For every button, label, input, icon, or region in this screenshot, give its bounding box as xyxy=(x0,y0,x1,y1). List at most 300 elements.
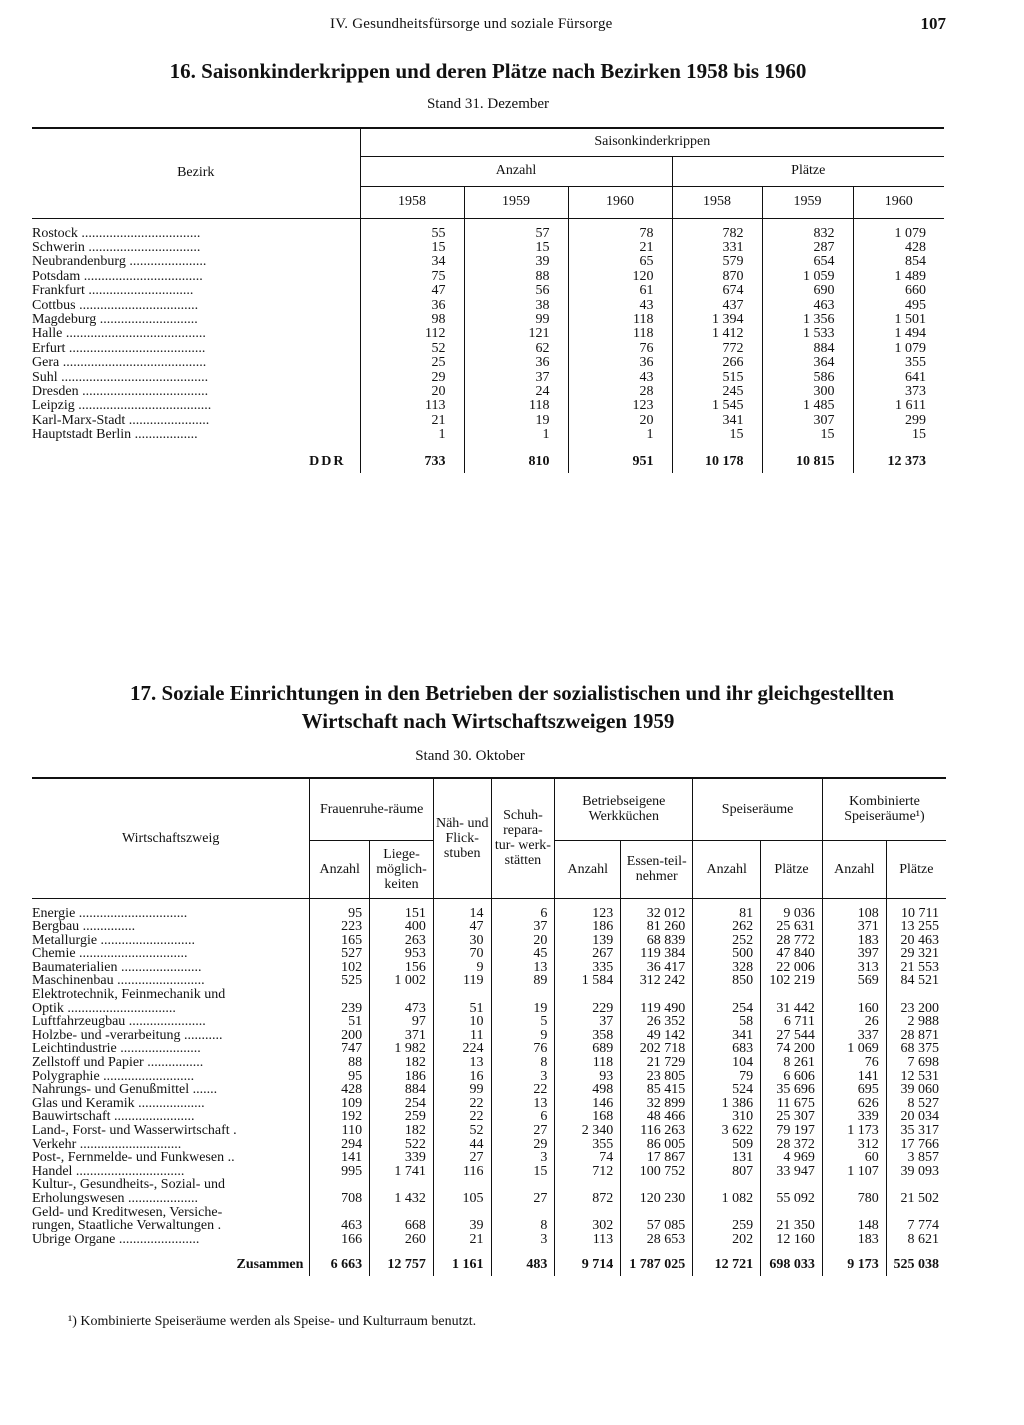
table-cell: 47 xyxy=(360,284,464,298)
table-cell xyxy=(761,988,823,1002)
table-cell: 17 766 xyxy=(886,1138,946,1152)
table-cell: 20 463 xyxy=(886,934,946,948)
table-cell: 118 xyxy=(555,1056,621,1070)
table-cell: 772 xyxy=(672,342,762,356)
row-label: Zellstoff und Papier ................ xyxy=(32,1056,204,1070)
table-cell: 302 xyxy=(555,1219,621,1233)
table-cell: 166 xyxy=(310,1233,370,1247)
table-cell: 21 xyxy=(360,414,464,428)
table-cell xyxy=(621,1206,693,1220)
sub-anzahl: Anzahl xyxy=(693,840,761,898)
table-row xyxy=(32,241,944,255)
table-cell: 28 xyxy=(568,385,672,399)
table17-title-line2: Wirtschaft nach Wirtschaftszweigen 1959 xyxy=(301,709,675,733)
total-cell: 951 xyxy=(568,451,672,473)
table-cell: 70 xyxy=(433,947,491,961)
table-cell xyxy=(693,988,761,1002)
table-cell: 463 xyxy=(762,299,853,313)
table-cell: 884 xyxy=(370,1083,434,1097)
table-cell: 331 xyxy=(672,241,762,255)
table-cell: 65 xyxy=(568,255,672,269)
row-label: Rostock .................................. xyxy=(32,226,201,241)
table-row xyxy=(32,947,946,961)
table-cell: 202 718 xyxy=(621,1042,693,1056)
table-cell xyxy=(555,988,621,1002)
table-cell: 579 xyxy=(672,255,762,269)
table-cell: 81 260 xyxy=(621,920,693,934)
table-cell: 8 261 xyxy=(761,1056,823,1070)
table-cell: 6 606 xyxy=(761,1070,823,1084)
table-cell: 51 xyxy=(433,1002,491,1016)
table-cell: 355 xyxy=(853,356,944,370)
table-row xyxy=(32,1110,946,1124)
table-row xyxy=(32,1070,946,1084)
table-row xyxy=(32,1015,946,1029)
total-cell: 525 038 xyxy=(886,1254,946,1276)
table-cell: 15 xyxy=(464,241,568,255)
table-cell xyxy=(370,1206,434,1220)
table-cell: 37 xyxy=(555,1015,621,1029)
table-cell: 75 xyxy=(360,270,464,284)
row-label: Magdeburg ............................ xyxy=(32,312,198,327)
table-cell xyxy=(621,988,693,1002)
table-cell: 1 079 xyxy=(853,227,944,241)
table-cell: 500 xyxy=(693,947,761,961)
table-cell: 312 xyxy=(822,1138,886,1152)
table-cell: 626 xyxy=(822,1097,886,1111)
table-cell xyxy=(693,1206,761,1220)
table-cell xyxy=(310,1206,370,1220)
row-label: Nahrungs- und Genußmittel ....... xyxy=(32,1083,218,1097)
table-row xyxy=(32,399,944,413)
table-cell: 259 xyxy=(693,1219,761,1233)
table-row xyxy=(32,1002,946,1016)
sub-essenteilnehmer: Essen-teil-nehmer xyxy=(621,840,693,898)
row-label: Suhl .......................................... xyxy=(32,370,209,385)
table-cell: 254 xyxy=(693,1002,761,1016)
year-header: 1958 xyxy=(360,186,464,218)
table-cell: 6 xyxy=(491,1110,555,1124)
total-cell: 483 xyxy=(491,1254,555,1276)
row-label: rungen, Staatliche Verwaltungen . xyxy=(32,1219,222,1233)
table-cell: 30 xyxy=(433,934,491,948)
table-cell: 22 xyxy=(491,1083,555,1097)
year-header: 1959 xyxy=(464,186,568,218)
row-label: Übrige Organe ....................... xyxy=(32,1232,200,1247)
table-cell: 55 092 xyxy=(761,1192,823,1206)
table-cell: 245 xyxy=(672,385,762,399)
table-cell: 22 xyxy=(433,1097,491,1111)
table-cell: 428 xyxy=(310,1083,370,1097)
sub-anzahl: Anzahl xyxy=(822,840,886,898)
table-cell: 51 xyxy=(310,1015,370,1029)
table-cell: 25 307 xyxy=(761,1110,823,1124)
table-cell: 97 xyxy=(370,1015,434,1029)
table-cell: 3 622 xyxy=(693,1124,761,1138)
spacer-row xyxy=(32,218,944,227)
table-cell: 43 xyxy=(568,299,672,313)
table-cell: 1 545 xyxy=(672,399,762,413)
table-cell: 102 xyxy=(310,961,370,975)
row-label: Verkehr ............................. xyxy=(32,1137,182,1152)
table-cell: 116 xyxy=(433,1165,491,1179)
table-cell: 586 xyxy=(762,371,853,385)
table-cell: 1 079 xyxy=(853,342,944,356)
table-cell: 131 xyxy=(693,1151,761,1165)
table-cell: 38 xyxy=(464,299,568,313)
table-cell: 16 xyxy=(433,1070,491,1084)
table-cell: 99 xyxy=(464,313,568,327)
table-cell: 160 xyxy=(822,1002,886,1016)
table-cell: 239 xyxy=(310,1002,370,1016)
table-cell: 55 xyxy=(360,227,464,241)
table-cell: 1 107 xyxy=(822,1165,886,1179)
table-cell: 287 xyxy=(762,241,853,255)
table-row xyxy=(32,227,944,241)
table-cell: 39 xyxy=(433,1219,491,1233)
col-wirtschaftszweig: Wirtschaftszweig xyxy=(32,778,310,898)
total-row xyxy=(32,1254,946,1276)
row-label: Polygraphie .......................... xyxy=(32,1069,195,1084)
table-cell xyxy=(491,1178,555,1192)
table-cell: 782 xyxy=(672,227,762,241)
table-cell: 10 711 xyxy=(886,907,946,921)
table-cell: 13 xyxy=(433,1056,491,1070)
table-cell xyxy=(822,988,886,1002)
table-cell xyxy=(761,1206,823,1220)
table-cell: 689 xyxy=(555,1042,621,1056)
table-cell: 105 xyxy=(433,1192,491,1206)
row-label: Land-, Forst- und Wasserwirtschaft . xyxy=(32,1124,237,1138)
col-anzahl: Anzahl xyxy=(360,156,672,186)
table-cell: 1 432 xyxy=(370,1192,434,1206)
table-row xyxy=(32,255,944,269)
table-cell: 854 xyxy=(853,255,944,269)
table-cell: 6 711 xyxy=(761,1015,823,1029)
total-row xyxy=(32,451,944,473)
table-cell: 668 xyxy=(370,1219,434,1233)
table-cell: 20 xyxy=(491,934,555,948)
row-label: Leipzig ...................................... xyxy=(32,399,212,414)
table-cell: 21 350 xyxy=(761,1219,823,1233)
table-cell: 400 xyxy=(370,920,434,934)
table-cell: 11 675 xyxy=(761,1097,823,1111)
table-cell: 48 466 xyxy=(621,1110,693,1124)
table-cell: 337 xyxy=(822,1029,886,1043)
table-cell: 3 xyxy=(491,1233,555,1247)
table-cell: 708 xyxy=(310,1192,370,1206)
table-cell: 192 xyxy=(310,1110,370,1124)
table-cell: 84 521 xyxy=(886,974,946,988)
table16-stand: Stand 31. Dezember xyxy=(426,96,550,112)
table-cell: 119 384 xyxy=(621,947,693,961)
table-cell: 509 xyxy=(693,1138,761,1152)
row-label: Chemie ............................... xyxy=(32,947,188,961)
table-row xyxy=(32,1178,946,1192)
table-row xyxy=(32,988,946,1002)
table-cell: 113 xyxy=(555,1233,621,1247)
table-cell: 57 085 xyxy=(621,1219,693,1233)
table-cell: 872 xyxy=(555,1192,621,1206)
table-cell: 22 006 xyxy=(761,961,823,975)
row-label: Metallurgie ........................... xyxy=(32,933,196,948)
table-cell: 8 527 xyxy=(886,1097,946,1111)
table-row xyxy=(32,356,944,370)
row-label: Optik ............................... xyxy=(32,1001,176,1016)
table17-body xyxy=(32,898,946,1276)
table-cell: 141 xyxy=(310,1151,370,1165)
table-cell: 355 xyxy=(555,1138,621,1152)
table-cell: 495 xyxy=(853,299,944,313)
table-cell: 79 197 xyxy=(761,1124,823,1138)
col-werkkuechen: Betriebseigene Werkküchen xyxy=(555,778,693,840)
table-cell: 44 xyxy=(433,1138,491,1152)
table-cell xyxy=(370,988,434,1002)
table-cell: 371 xyxy=(370,1029,434,1043)
table-cell: 183 xyxy=(822,934,886,948)
table-row xyxy=(32,1124,946,1138)
table-cell xyxy=(621,1178,693,1192)
total-cell: 6 663 xyxy=(310,1254,370,1276)
table-cell: 19 xyxy=(491,1002,555,1016)
table-cell: 57 xyxy=(464,227,568,241)
table-cell: 168 xyxy=(555,1110,621,1124)
row-label: Cottbus .................................. xyxy=(32,298,199,313)
table-cell: 8 621 xyxy=(886,1233,946,1247)
table-cell: 148 xyxy=(822,1219,886,1233)
table-cell: 569 xyxy=(822,974,886,988)
table-cell: 8 xyxy=(491,1056,555,1070)
table-cell: 45 xyxy=(491,947,555,961)
table-cell xyxy=(761,1178,823,1192)
table-cell: 339 xyxy=(822,1110,886,1124)
table-cell: 139 xyxy=(555,934,621,948)
table-cell: 254 xyxy=(370,1097,434,1111)
table-row xyxy=(32,907,946,921)
table-cell: 747 xyxy=(310,1042,370,1056)
table-cell: 1 611 xyxy=(853,399,944,413)
table-cell xyxy=(555,1206,621,1220)
table-cell: 3 xyxy=(491,1151,555,1165)
table-cell: 118 xyxy=(568,327,672,341)
table-cell: 36 417 xyxy=(621,961,693,975)
table-cell xyxy=(886,988,946,1002)
table-cell: 1 501 xyxy=(853,313,944,327)
table-cell: 11 xyxy=(433,1029,491,1043)
table-cell: 1 069 xyxy=(822,1042,886,1056)
table-cell: 37 xyxy=(464,371,568,385)
table-cell: 13 xyxy=(491,1097,555,1111)
table-cell: 5 xyxy=(491,1015,555,1029)
table-cell: 32 899 xyxy=(621,1097,693,1111)
table-cell: 9 xyxy=(491,1029,555,1043)
table-cell: 60 xyxy=(822,1151,886,1165)
total-cell: 10 815 xyxy=(762,451,853,473)
table-cell: 1 412 xyxy=(672,327,762,341)
table-cell: 86 005 xyxy=(621,1138,693,1152)
table-row xyxy=(32,1151,946,1165)
table-cell: 2 340 xyxy=(555,1124,621,1138)
table-cell: 56 xyxy=(464,284,568,298)
table-cell: 15 xyxy=(853,428,944,442)
table16-body xyxy=(32,218,944,473)
table-cell: 266 xyxy=(672,356,762,370)
table-cell: 3 xyxy=(491,1070,555,1084)
total-cell: 9 173 xyxy=(822,1254,886,1276)
table-cell: 807 xyxy=(693,1165,761,1179)
table-row xyxy=(32,934,946,948)
table-cell: 21 xyxy=(568,241,672,255)
table-cell: 95 xyxy=(310,1070,370,1084)
table-cell: 123 xyxy=(555,907,621,921)
table-cell: 118 xyxy=(568,313,672,327)
table17-title-line1: 17. Soziale Einrichtungen in den Betrieben der sozialistischen und ihr gleichgestellten xyxy=(130,681,894,705)
table-cell: 99 xyxy=(433,1083,491,1097)
row-label: Erfurt ....................................... xyxy=(32,341,206,356)
table-cell: 74 200 xyxy=(761,1042,823,1056)
col-speiseraeume: Speiseräume xyxy=(693,778,823,840)
table-cell: 20 xyxy=(360,385,464,399)
table-cell xyxy=(886,1206,946,1220)
table-cell: 21 553 xyxy=(886,961,946,975)
table-cell: 9 036 xyxy=(761,907,823,921)
table-cell: 27 xyxy=(433,1151,491,1165)
row-label: Karl-Marx-Stadt ....................... xyxy=(32,413,210,428)
table-cell: 6 xyxy=(491,907,555,921)
row-label: Halle ........................................ xyxy=(32,327,206,342)
table-cell: 690 xyxy=(762,284,853,298)
table-cell: 39 xyxy=(464,255,568,269)
table-cell: 341 xyxy=(693,1029,761,1043)
table-cell: 116 263 xyxy=(621,1124,693,1138)
table-cell: 23 805 xyxy=(621,1070,693,1084)
table-cell: 313 xyxy=(822,961,886,975)
table-cell: 62 xyxy=(464,342,568,356)
table-cell: 1 489 xyxy=(853,270,944,284)
table-cell: 1 533 xyxy=(762,327,853,341)
table-cell: 522 xyxy=(370,1138,434,1152)
table-cell: 339 xyxy=(370,1151,434,1165)
table-cell: 312 242 xyxy=(621,974,693,988)
table-cell: 660 xyxy=(853,284,944,298)
row-label: Kultur-, Gesundheits-, Sozial- und xyxy=(32,1178,225,1192)
sub-plaetze: Plätze xyxy=(761,840,823,898)
table-cell: 112 xyxy=(360,327,464,341)
table-cell: 341 xyxy=(672,414,762,428)
row-label: Glas und Keramik ................... xyxy=(32,1096,205,1111)
table-cell: 165 xyxy=(310,934,370,948)
year-header: 1960 xyxy=(568,186,672,218)
table-cell: 85 415 xyxy=(621,1083,693,1097)
table-cell: 262 xyxy=(693,920,761,934)
table-cell xyxy=(433,1178,491,1192)
sub-liegemoeglichkeiten: Liege-möglich-keiten xyxy=(370,840,434,898)
table-cell: 1 356 xyxy=(762,313,853,327)
table-row xyxy=(32,1192,946,1206)
table-cell: 358 xyxy=(555,1029,621,1043)
table-cell: 49 142 xyxy=(621,1029,693,1043)
table-cell: 1 394 xyxy=(672,313,762,327)
table-cell: 156 xyxy=(370,961,434,975)
table-cell: 27 xyxy=(491,1192,555,1206)
total-cell: 1 787 025 xyxy=(621,1254,693,1276)
table-cell: 200 xyxy=(310,1029,370,1043)
table-cell: 21 xyxy=(433,1233,491,1247)
row-label: Luftfahrzeugbau ...................... xyxy=(32,1015,206,1029)
table-cell: 498 xyxy=(555,1083,621,1097)
year-header: 1958 xyxy=(672,186,762,218)
table-row xyxy=(32,299,944,313)
table-row xyxy=(32,1219,946,1233)
row-label: Bergbau ............... xyxy=(32,920,136,934)
spacer-row xyxy=(32,1246,946,1254)
table-row xyxy=(32,1138,946,1152)
table-cell: 33 947 xyxy=(761,1165,823,1179)
table-cell xyxy=(491,988,555,1002)
table-cell: 43 xyxy=(568,371,672,385)
table-cell: 1 xyxy=(360,428,464,442)
row-label: Elektrotechnik, Feinmechanik und xyxy=(32,988,226,1002)
table-cell: 712 xyxy=(555,1165,621,1179)
table-cell: 1 741 xyxy=(370,1165,434,1179)
table-row xyxy=(32,1165,946,1179)
table-cell xyxy=(693,1178,761,1192)
table-cell: 8 xyxy=(491,1219,555,1233)
table-cell: 95 xyxy=(310,907,370,921)
col-schuhreparaturwerkstaetten: Schuh- repara- tur- werk- stätten xyxy=(491,778,555,898)
row-label: Post-, Fernmelde- und Funkwesen .. xyxy=(32,1151,235,1165)
table-cell: 28 772 xyxy=(761,934,823,948)
table-cell: 15 xyxy=(360,241,464,255)
table-cell: 29 xyxy=(360,371,464,385)
page-number: 107 xyxy=(920,14,946,33)
table-cell: 263 xyxy=(370,934,434,948)
row-label: Potsdam .................................. xyxy=(32,269,203,284)
table-cell: 683 xyxy=(693,1042,761,1056)
total-cell: 12 373 xyxy=(853,451,944,473)
table-cell: 102 219 xyxy=(761,974,823,988)
table-cell: 121 xyxy=(464,327,568,341)
table-cell: 850 xyxy=(693,974,761,988)
table-cell: 88 xyxy=(310,1056,370,1070)
section-title: IV. Gesundheitsfürsorge und soziale Fürsorge xyxy=(330,16,613,32)
total-label: DDR xyxy=(309,453,346,469)
table-cell: 524 xyxy=(693,1083,761,1097)
table-cell: 437 xyxy=(672,299,762,313)
table-cell: 119 xyxy=(433,974,491,988)
table-cell: 1 386 xyxy=(693,1097,761,1111)
table-cell: 79 xyxy=(693,1070,761,1084)
table16 xyxy=(32,127,944,473)
table-cell: 202 xyxy=(693,1233,761,1247)
table-cell: 25 xyxy=(360,356,464,370)
table-cell: 28 372 xyxy=(761,1138,823,1152)
table-cell: 1 xyxy=(568,428,672,442)
year-header: 1959 xyxy=(762,186,853,218)
table-cell xyxy=(822,1178,886,1192)
table-cell: 463 xyxy=(310,1219,370,1233)
table-cell: 26 xyxy=(822,1015,886,1029)
table-row xyxy=(32,313,944,327)
table-cell: 110 xyxy=(310,1124,370,1138)
col-kombinierte-speiseraeume: Kombinierte Speiseräume¹) xyxy=(822,778,946,840)
table-cell: 52 xyxy=(360,342,464,356)
table-cell: 7 698 xyxy=(886,1056,946,1070)
table-cell: 35 317 xyxy=(886,1124,946,1138)
table-cell: 120 230 xyxy=(621,1192,693,1206)
table-cell: 28 653 xyxy=(621,1233,693,1247)
table-cell: 364 xyxy=(762,356,853,370)
